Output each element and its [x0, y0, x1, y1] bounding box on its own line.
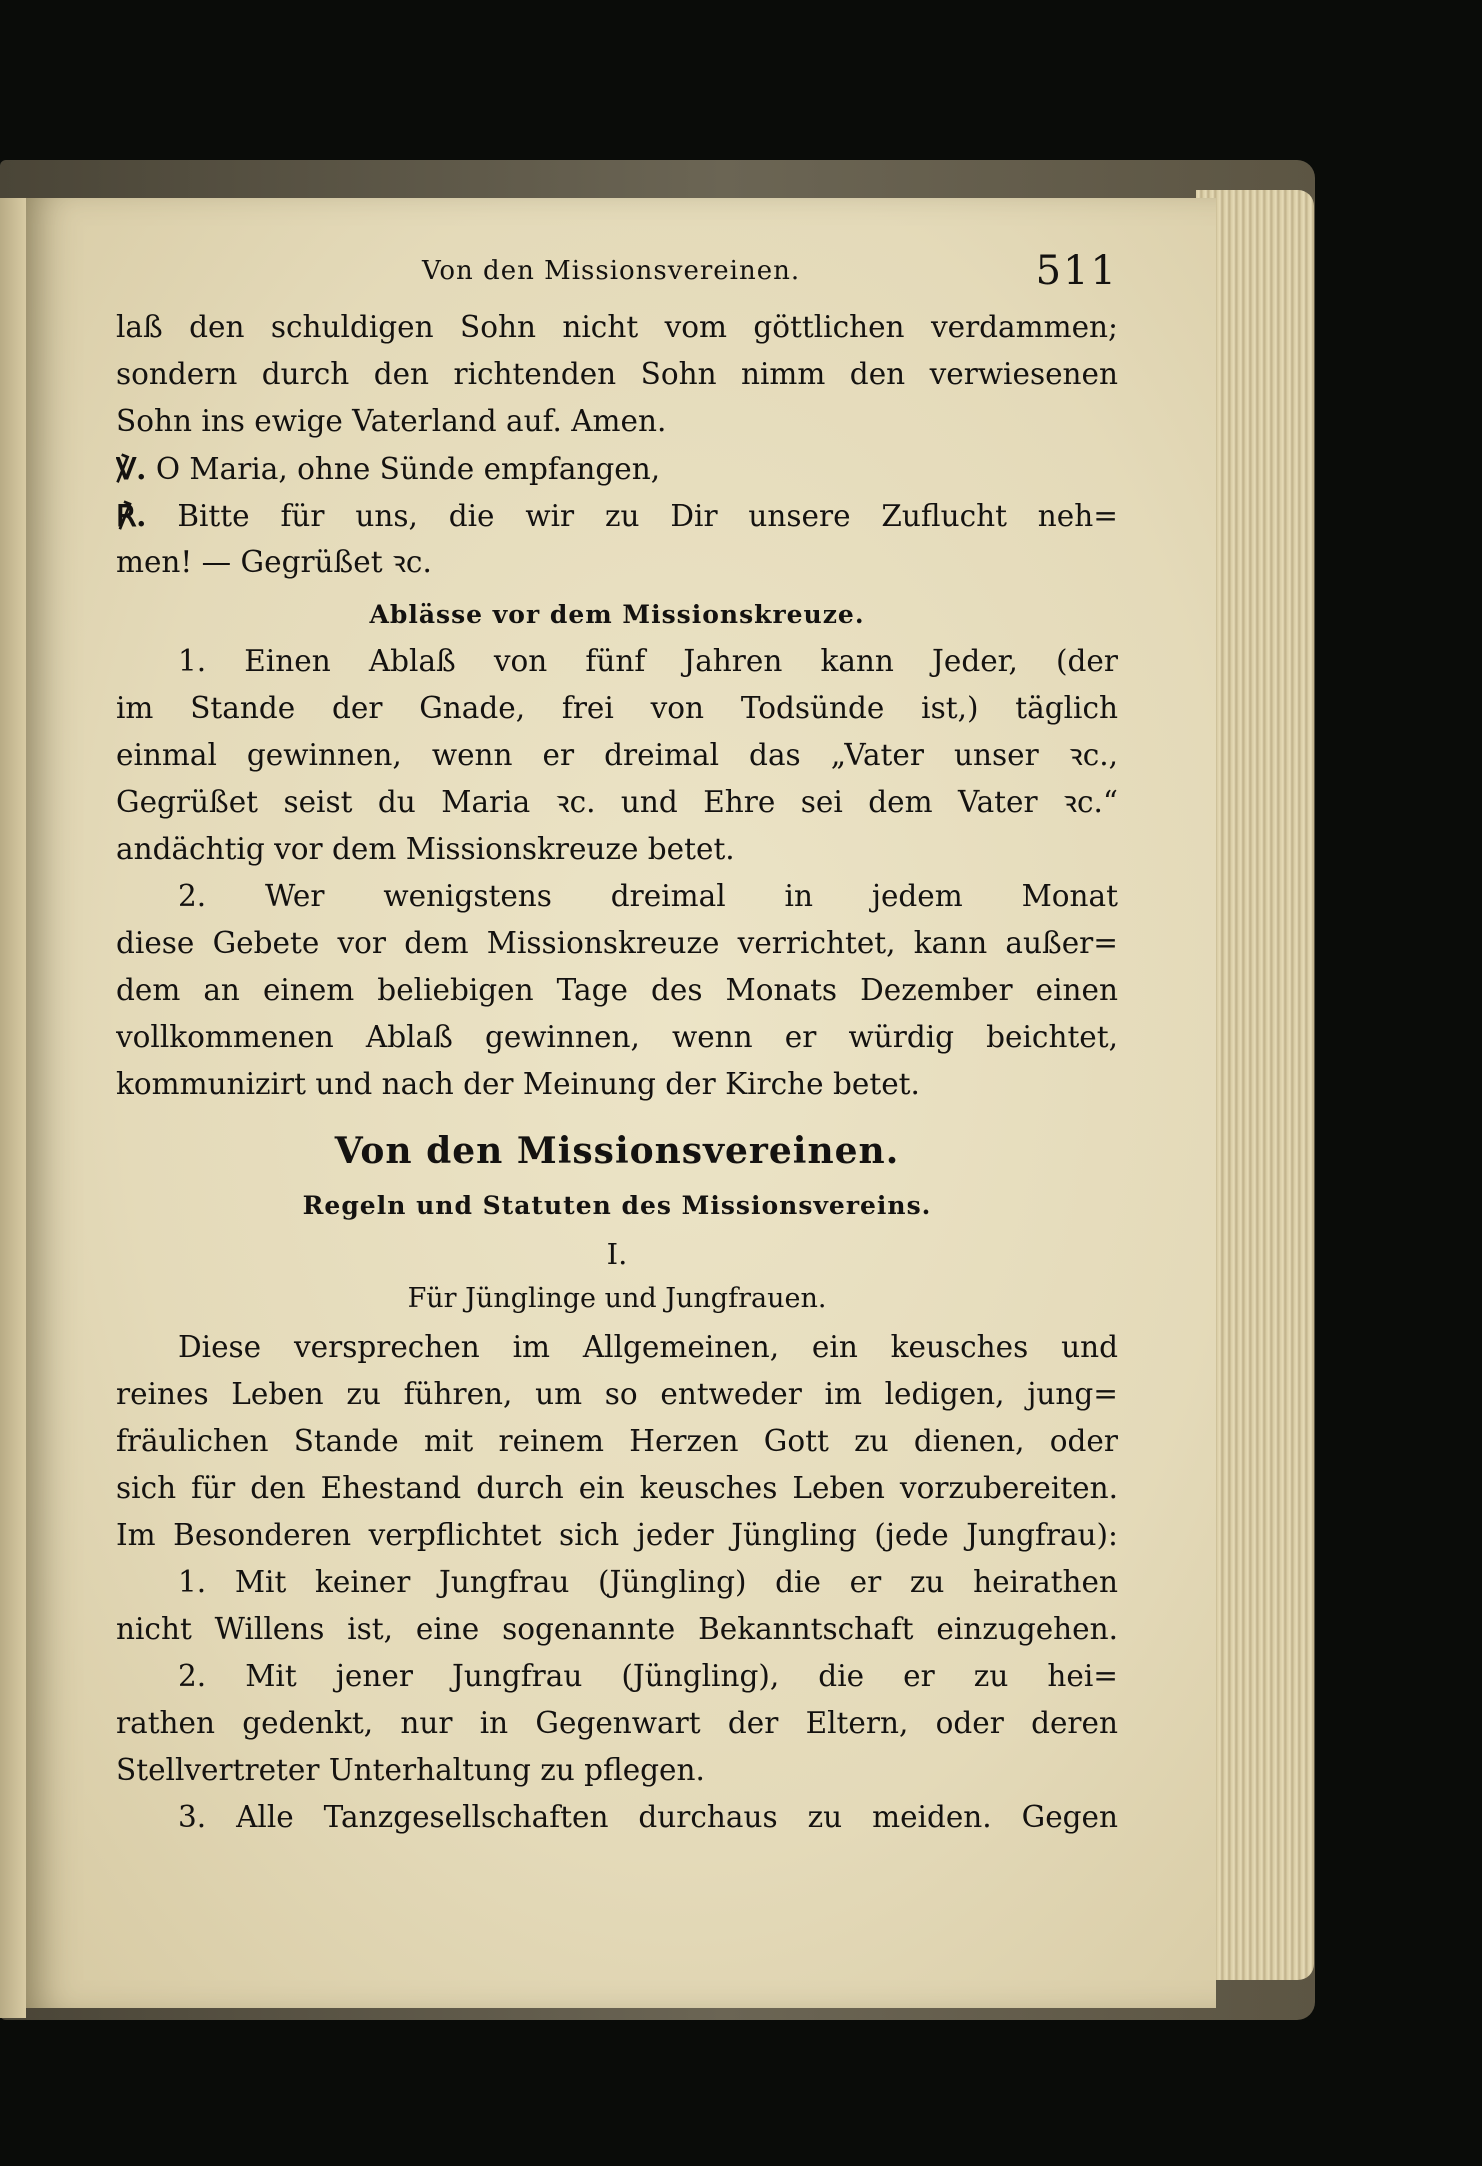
versicle-line	[116, 445, 1118, 492]
text-line: im Stande der Gnade, frei von Todsünde ist,) täglich	[116, 691, 1118, 725]
response-mark: ℟.	[116, 498, 147, 533]
text-line: 2. Mit jener Jungfrau (Jüngling), die er zu hei=	[178, 1659, 1118, 1693]
intro-paragraph	[116, 1324, 1118, 1559]
rule-3	[116, 1794, 1118, 1841]
page-number: 511	[1035, 248, 1118, 294]
text-line: diese Gebete vor dem Missionskreuze verrichtet, kann außer=	[116, 926, 1118, 960]
text-line: 3. Alle Tanzgesellschaften durchaus zu meiden. Gegen	[178, 1800, 1118, 1834]
text-line: 1. Mit keiner Jungfrau (Jüngling) die er zu heirathen	[178, 1565, 1118, 1599]
roman-numeral: I.	[606, 1237, 628, 1271]
text-line: men! — Gegrüßet ꝛc.	[116, 545, 432, 579]
response-line	[116, 492, 1118, 539]
versicle-text: O Maria, ohne Sünde empfangen,	[155, 452, 661, 486]
text-line: 2. Wer wenigstens dreimal in jedem Monat	[178, 879, 1118, 913]
section-subtitle: Regeln und Statuten des Missionsvereins.	[302, 1191, 932, 1220]
text-line: sondern durch den richtenden Sohn nimm den verwiesenen	[116, 357, 1118, 391]
rule-2	[116, 1653, 1118, 1794]
text-line: dem an einem beliebigen Tage des Monats Dezember einen	[116, 973, 1118, 1007]
audience-heading: Für Jünglinge und Jungfrauen.	[407, 1283, 827, 1314]
text-line: nicht Willens ist, eine sogenannte Bekanntschaft einzugehen.	[116, 1612, 1118, 1646]
text-line: Sohn ins ewige Vaterland auf. Amen.	[116, 404, 667, 438]
text-line: Stellvertreter Unterhaltung zu pflegen.	[116, 1753, 705, 1787]
text-line: kommunizirt und nach der Meinung der Kirche betet.	[116, 1067, 920, 1101]
text-line: reines Leben zu führen, um so entweder im ledigen, jung=	[116, 1377, 1118, 1411]
text-line: laß den schuldigen Sohn nicht vom göttlichen verdammen;	[116, 310, 1118, 344]
book-page	[26, 198, 1216, 2008]
text-line: sich für den Ehestand durch ein keusches Leben vorzubereiten.	[116, 1471, 1118, 1505]
text-line: vollkommenen Ablaß gewinnen, wenn er würdig beichtet,	[116, 1020, 1118, 1054]
text-line: Im Besonderen verpflichtet sich jeder Jüngling (jede Jungfrau):	[116, 1518, 1118, 1552]
text-line: Gegrüßet seist du Maria ꝛc. und Ehre sei dem Vater ꝛc.“	[116, 785, 1118, 819]
running-head	[116, 244, 1118, 304]
heading-ablaesse: Ablässe vor dem Missionskreuze.	[369, 600, 865, 629]
left-page-edge	[0, 198, 26, 2018]
section-title: Von den Missionsvereinen.	[334, 1130, 900, 1172]
paragraph-prayer-end	[116, 304, 1118, 445]
text-line: einmal gewinnen, wenn er dreimal das „Vater unser ꝛc.,	[116, 738, 1118, 772]
rule-1	[116, 1559, 1118, 1653]
text-line: andächtig vor dem Missionskreuze betet.	[116, 832, 735, 866]
text-block	[116, 244, 1118, 1841]
running-head-title: Von den Missionsvereinen.	[422, 256, 801, 286]
text-line: Diese versprechen im Allgemeinen, ein keusches und	[178, 1330, 1118, 1364]
versicle-mark: ℣.	[116, 451, 147, 486]
text-line: fräulichen Stande mit reinem Herzen Gott zu dienen, oder	[116, 1424, 1118, 1458]
indulgence-item-1	[116, 638, 1118, 873]
text-line: 1. Einen Ablaß von fünf Jahren kann Jeder, (der	[178, 644, 1118, 678]
response-text: Bitte für uns, die wir zu Dir unsere Zuflucht neh=	[177, 499, 1118, 533]
text-line: rathen gedenkt, nur in Gegenwart der Eltern, oder deren	[116, 1706, 1118, 1740]
indulgence-item-2	[116, 873, 1118, 1108]
